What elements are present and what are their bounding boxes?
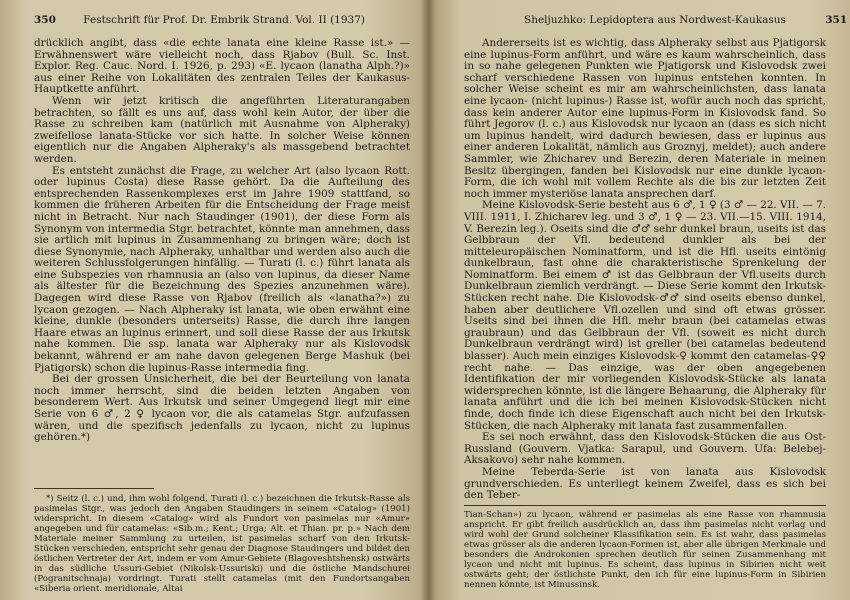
right-body xyxy=(464,38,826,502)
book-gutter xyxy=(420,0,436,600)
footnote-text: *) Seitz (l. c.) und, ihm wohl folgend, Turati (l. c.) bezeichnen die Irkutsk-Rasse als pasimelas Stgr., was jedoch den Angaben Staudingers in seinem «Catalog» (1901) widerspricht. In diesem «Catalog» wird als Fundort von pasimelas nur «Amur» angegeben und für catamelas: «Sib.m.; Kent.; Urga; Alt. et Thian. pr. p.» Nach dem Materiale meiner Sammlung zu urteilen, ist pasimelas scharf von den Irkutsk-Stücken verschieden, entspricht sehr genau der Diagnose Staudingers und bildet den östlichen Vertreter der Art, indem er vom Amur-Gebiete (Blagoveshtshensk) ostwärts in das südliche Ussuri-Gebiet (Nikolsk-Ussuriski) und die östliche Mandschurei (Pogranitschnaja) vordringt. Turati stellt catamelas (mit den Fundortsangaben «Siberia orient. meridionale, Altai xyxy=(34,494,410,594)
footnote-rule xyxy=(464,505,826,506)
paragraph: Bei der grossen Unsicherheit, die bei der Beurteilung von lanata noch immer herrscht, sind die beiden letzten Angaben von besonderem Wert. Aus Irkutsk und seiner Umgegend liegt mir eine Serie von 6 ♂, 2 ♀ lycaon vor, die als catamelas Stgr. aufzufassen wären, und die spezifisch jedenfalls zu lycaon, nicht zu lupinus gehören.*) xyxy=(34,373,410,444)
right-page-number: 351 xyxy=(825,14,848,26)
paragraph: drücklich angibt, dass «die echte lanata eine kleine Rasse ist.» — Erwähnenswert wäre vielleicht noch, dass Rjabov (Bull. Sc. Inst. Explor. Reg. Cauc. Nord. I. 1926, p. 293) «E. lycaon (lanatha Alph.?)» aus einer Reihe von Lokalitäten des zentralen Teiles der Kaukasus-Hauptkette anführt. xyxy=(34,37,410,96)
paragraph: Andererseits ist es wichtig, dass Alpheraky selbst aus Pjatigorsk eine lupinus-Form anführt, und wäre es kaum wahrscheinlich, dass in so nahe gelegenen Punkten wie Pjatigorsk und Kislovodsk zwei scharf verschiedene Rassen von lupinus entstehen konnten. In solcher Weise scheint es mir am wahrscheinlichsten, dass lanata eine lycaon- (nicht lupinus-) Rasse ist, wofür auch noch das spricht, dass kein anderer Autor eine lupinus-Form in Kislovodsk fand. So führt Jegorov (l. c.) aus Kislovodsk nur lycaon an (dass es sich nicht um lupinus handelt, wird dadurch bewiesen, dass er lupinus aus einer anderen Lokalität, nämlich aus Groznyj, meldet); auch andere Sammler, wie Zhicharev und Berezin, deren Materiale in meinen Besitz übergingen, fanden bei Kislovodsk nur eine dunkle lycaon-Form, die ich wohl mit vollem Rechte als die bis zur letzten Zeit noch immer mysteriöse lanata ansprechen darf. xyxy=(464,37,826,200)
right-running-head xyxy=(524,14,847,26)
right-head-title: Sheljuzhko: Lepidoptera aus Nordwest-Kaukasus xyxy=(524,14,786,26)
paragraph: Es sei noch erwähnt, dass den Kislovodsk-Stücken die aus Ost-Russland (Gouvern. Vjatka: Sarapul, und Gouvern. Ufa: Belebej-Aksakovo) sehr nahe kommen. xyxy=(464,431,826,467)
paragraph: Wenn wir jetzt kritisch die angeführten Literaturangaben betrachten, so fällt es uns auf, dass wohl kein Autor, der über die Rasse zu schreiben kam (natürlich mit Ausnahme von Alpheraky) zweifellose lanata-Stücke vor sich hatte. In solcher Weise können eigentlich nur die Angaben Alpheraky's als massgebend betrachtet werden. xyxy=(34,94,410,165)
paragraph: Meine Teberda-Serie ist von lanata aus Kislovodsk grundverschieden. Es unterliegt keinem Zweifel, dass es sich bei den Teber- xyxy=(464,465,826,502)
paragraph: Es entsteht zunächst die Frage, zu welcher Art (also lycaon Rott. oder lupinus Costa) diese Rasse gehört. Da die Aufteilung des entsprechenden Rassenkomplexes erst im Jahre 1909 stattfand, so kommen die früheren Arbeiten für die Entscheidung der Frage meist nicht in Betracht. Nur nach Staudinger (1901), der diese Form als Synonym von intermedia Stgr. betrachtet, könnte man annehmen, dass sie artlich mit lupinus in Zusammenhang zu bringen wäre; doch ist diese Synonymie, nach Alpheraky, unhaltbar und werden also auch die weiteren Schlussfolgerungen hinfällig. — Turati (l. c.) führt lanata als eine Subspezies von rhamnusia an (also von lupinus, da dieser Name als ältester für die Bezeichnung des Spezies anzunehmen wäre). Dagegen wird diese Rasse von Rjabov (freilich als «lanatha?») zu lycaon gezogen. — Nach Alpheraky ist lanata, wie oben erwähnt eine kleine, dunkle (besonders unterseits) Rasse, die durch ihre langen Haare etwas an lupinus erinnert, und soll diese Rasse der aus Irkutsk nahe kommen. Die ssp. lanata war Alpheraky nur als Kislovodsk bekannt, während er am nahe davon gelegenen Berge Mashuk (bei Pjatigorsk) schon die lupinus-Rasse intermedia fing. xyxy=(34,164,410,374)
left-body xyxy=(34,38,410,444)
footnote-rule xyxy=(34,488,154,489)
left-footnote xyxy=(34,494,410,594)
paragraph: Meine Kislovodsk-Serie besteht aus 6 ♂, 1 ♀ (3 ♂ — 22. VII. — 7. VIII. 1911, I. Zhicharev leg. und 3 ♂, 1 ♀ — 23. VII.—15. VIII. 1914, V. Berezin leg.). Oseits sind die ♂♂ sehr dunkel braun, useits ist das Gelbbraun der Vfl. bedeutend dunkler als bei der mitteleuropäischen Nominatform, und ist die Hfl. useits eintönig dunkelbraun, fast ohne die charakteristische Sprenkelung der Nominatform. Bei einem ♂ ist das Gelbbraun der Vfl.useits durch Dunkelbraun ziemlich verdrängt. — Diese Serie kommt den Irkutsk-Stücken recht nahe. Die Kislovodsk-♂♂ sind oseits ebenso dunkel, haben aber deutlichere Vfl.ozellen und sind oft etwas grösser. Useits sind bei ihnen die Hfl. mehr braun (bei catamelas etwas graubraun) und das Gelbbraun der Vfl. (soweit es nicht durch Dunkelbraun verdrängt wird) ist greller (bei catamelas bedeutend blasser). Auch mein einziges Kislovodsk-♀ kommt den catamelas-♀♀ recht nahe. — Das einzige, was der oben angegebenen Identifikation der mir vorliegenden Kislovodsk-Stücke als lanata widersprechen könnte, ist die längere Behaarung, die Alpheraky für lanata anführt und die ich bei meinen Kislovodsk-Stücken nicht finde, doch finde ich diese Eigenschaft auch nicht bei den Irkutsk-Stücken, die nach Alpheraky mit lanata fast zusammenfallen. xyxy=(464,199,826,432)
right-page xyxy=(428,0,850,600)
footnote-text: Tian-Schan») zu lycaon, während er pasimelas als eine Rasse von rhamnusia anspricht. Er gibt freilich ausdrücklich an, dass ihm pasimelas nicht vorlag und wird wohl der Grund solcheiner Klassifikation sein. Es ist wahr, dass pasimelas etwas grösser als die anderen lycaon-Formen ist, aber alle übrigen Merkmale und besonders die Androkonien sprechen deutlich für seinen Zusammenhang mit lycaon und nicht mit lupinus. Es scheint, dass lupinus in Sibirien nicht weit ostwärts geht; der östlichste Punkt, den ich für eine lupinus-Form in Sibirien nennen könnte, ist Minussinsk. xyxy=(464,510,826,590)
left-running-head xyxy=(34,14,365,26)
left-head-title: Festschrift für Prof. Dr. Embrik Strand. Vol. II (1937) xyxy=(83,14,366,26)
left-page-number: 350 xyxy=(34,14,56,26)
right-footnote xyxy=(464,510,826,590)
